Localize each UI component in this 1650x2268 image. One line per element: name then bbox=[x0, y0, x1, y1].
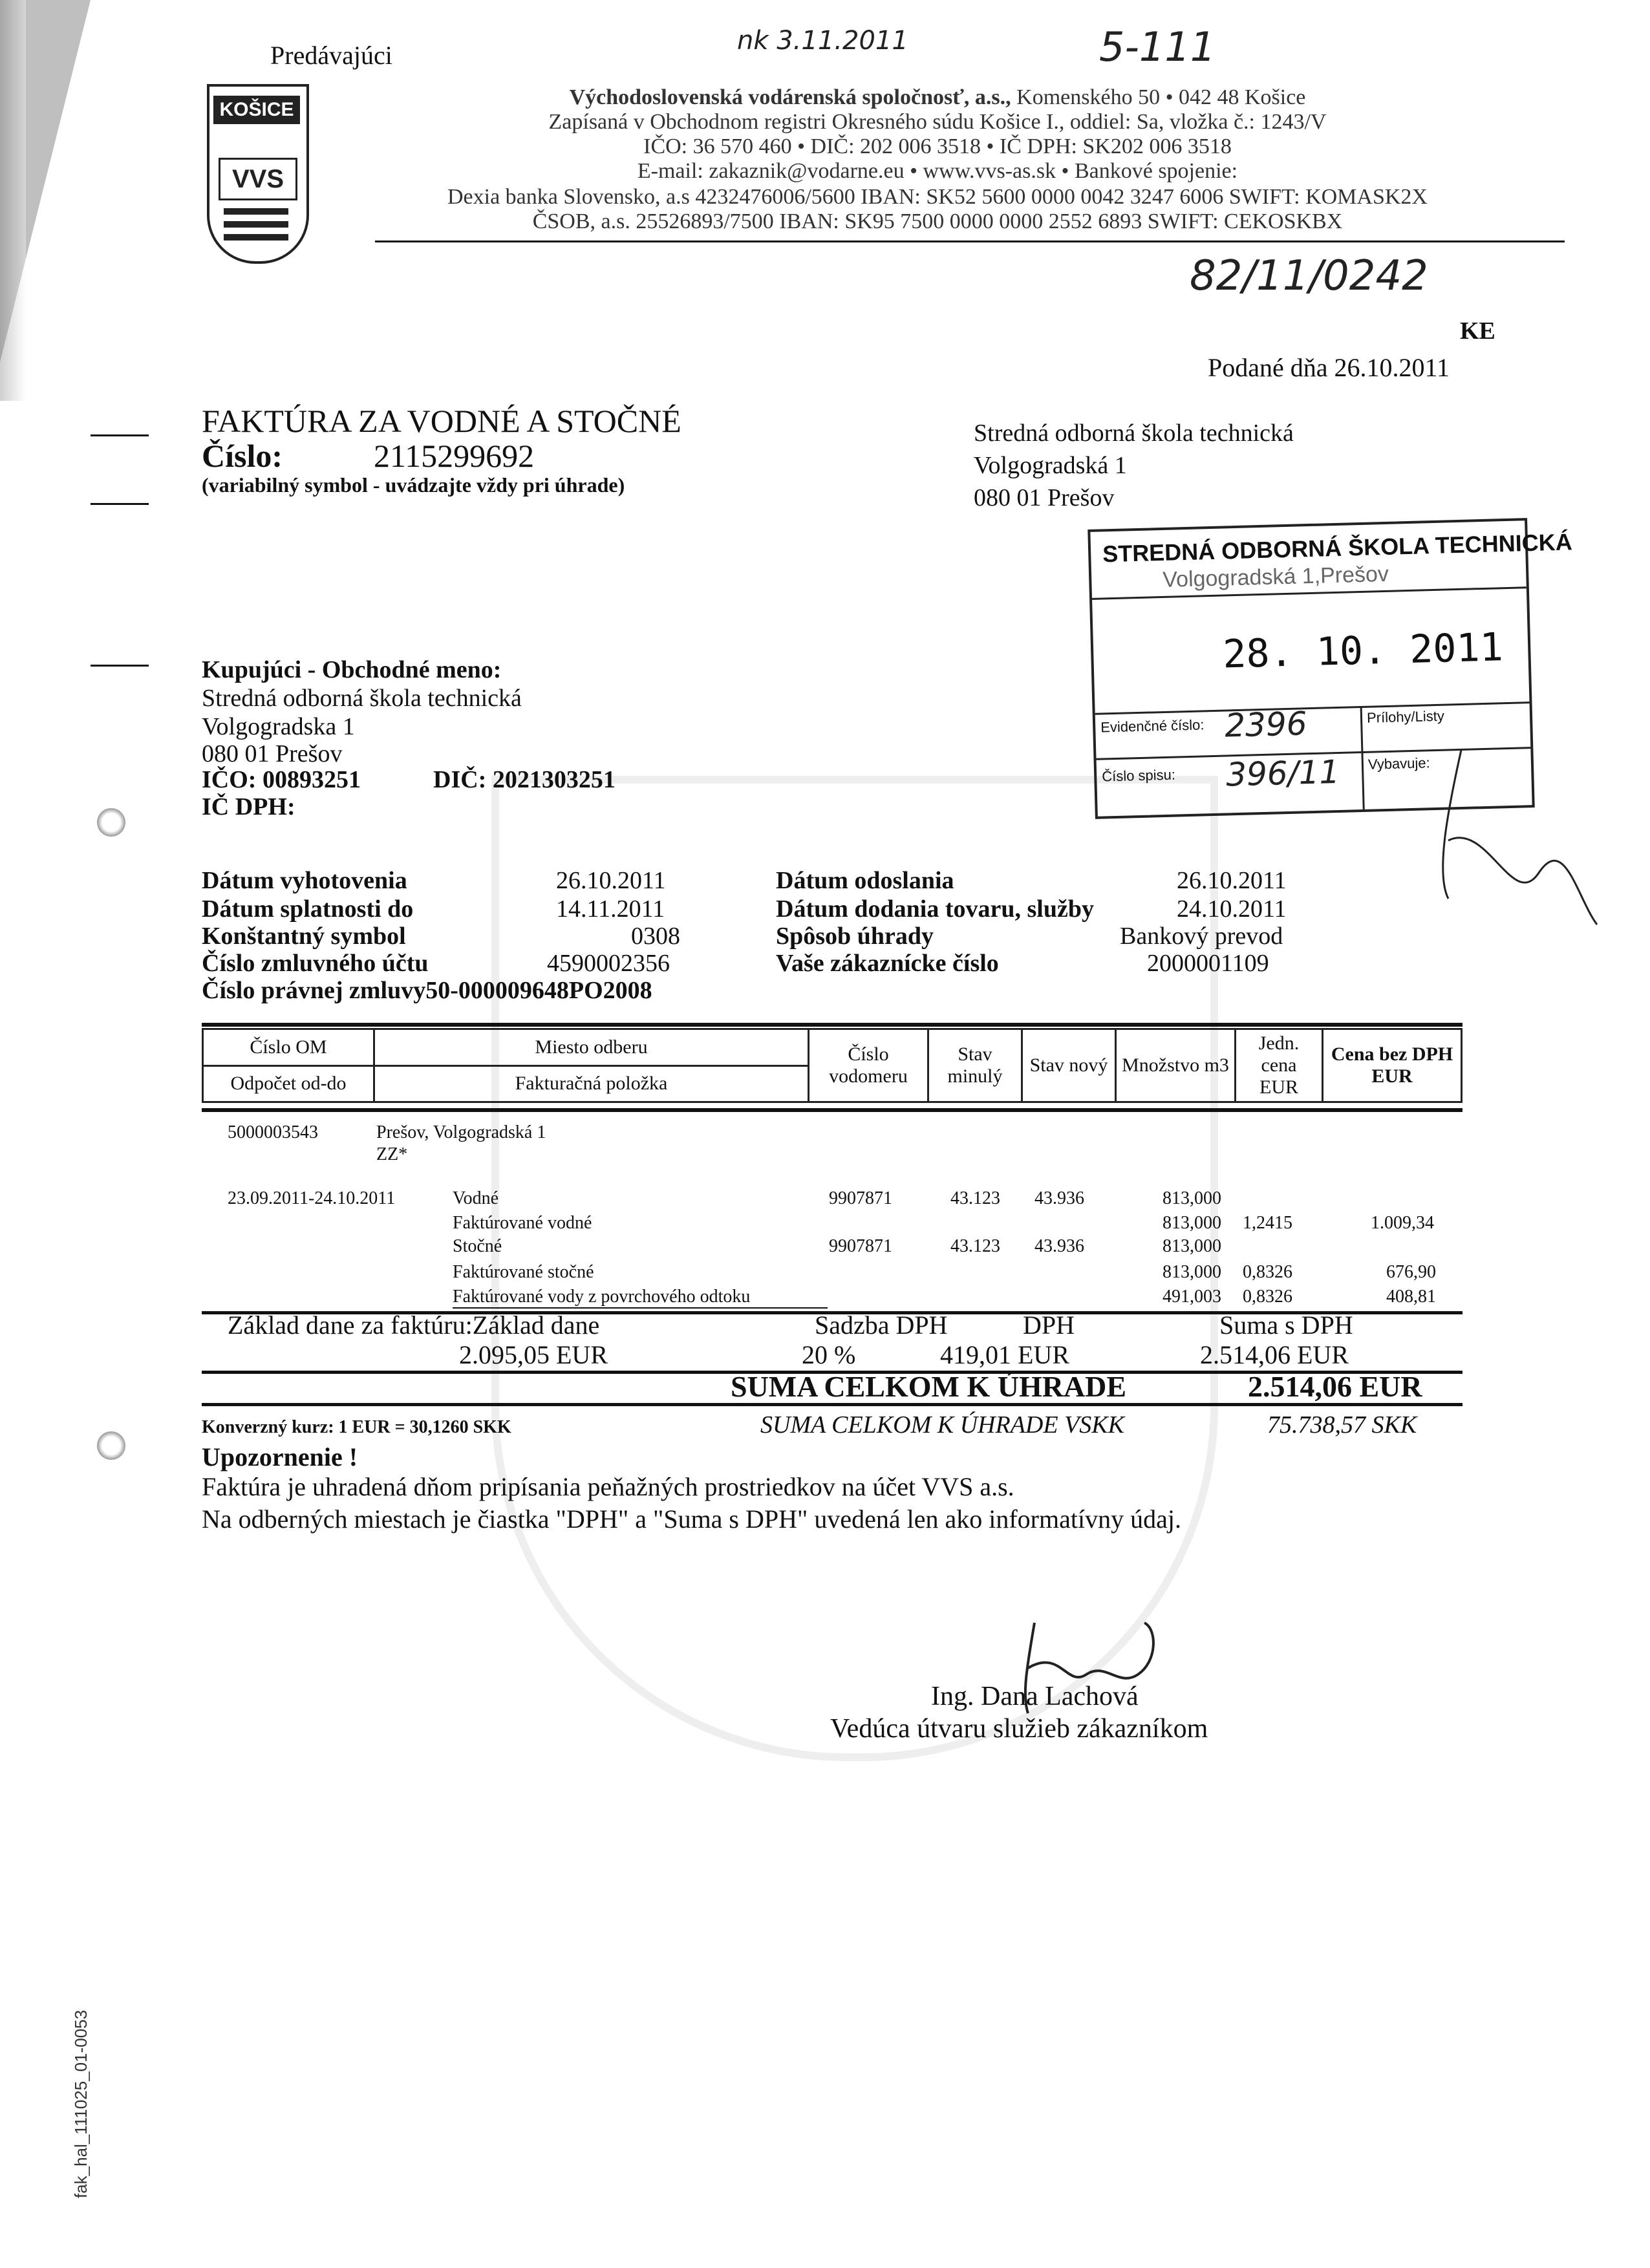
region-code: KE bbox=[1460, 317, 1495, 345]
sum-with-vat-label: Suma s DPH bbox=[1219, 1311, 1353, 1340]
item-meter: 9907871 bbox=[829, 1188, 892, 1208]
item-total: 676,90 bbox=[1386, 1262, 1436, 1282]
header-period: Odpočet od-do bbox=[203, 1065, 374, 1102]
table-header-rule bbox=[202, 1108, 1462, 1112]
seller-label: Predávajúci bbox=[270, 41, 392, 70]
handwritten-note-number: 5-111 bbox=[1099, 23, 1216, 70]
tax-base-label: Základ dane za faktúru:Základ dane bbox=[228, 1311, 600, 1340]
stamp-handler-label: Vybavuje: bbox=[1367, 754, 1431, 773]
header-new-state: Stav nový bbox=[1022, 1029, 1116, 1102]
vat-rate-label: Sadzba DPH bbox=[815, 1311, 948, 1340]
item-total: 408,81 bbox=[1386, 1287, 1436, 1307]
stamp-school-name: STREDNÁ ODBORNÁ ŠKOLA TECHNICKÁ bbox=[1102, 528, 1573, 568]
account-number-value: 4590002356 bbox=[547, 950, 670, 977]
header-item: Fakturačná položka bbox=[374, 1065, 809, 1102]
item-name: Faktúrované vodné bbox=[453, 1213, 592, 1233]
payment-method-label: Spôsob úhrady bbox=[776, 923, 934, 950]
item-new: 43.936 bbox=[1034, 1188, 1084, 1208]
customer-number-label: Vaše zákaznícke číslo bbox=[776, 950, 999, 977]
buyer-dic: DIČ: 2021303251 bbox=[433, 766, 616, 793]
seller-name-line bbox=[388, 85, 1487, 110]
header-unit-price: Jedn. cena EUR bbox=[1236, 1029, 1323, 1102]
date-sent-value: 26.10.2011 bbox=[1177, 867, 1287, 894]
punch-hole bbox=[97, 1431, 125, 1460]
sum-with-vat-value: 2.514,06 EUR bbox=[1200, 1340, 1349, 1369]
header-place: Miesto odberu bbox=[374, 1029, 809, 1066]
date-issue-value: 26.10.2011 bbox=[556, 867, 666, 894]
customer-number-value: 2000001109 bbox=[1147, 950, 1269, 977]
stamp-divider bbox=[1095, 701, 1530, 715]
om-number: 5000003543 bbox=[228, 1122, 318, 1142]
recipient-name: Stredná odborná škola technická bbox=[974, 420, 1294, 447]
item-prev: 43.123 bbox=[950, 1188, 1000, 1208]
item-unit-price: 1,2415 bbox=[1243, 1213, 1292, 1233]
stamp-evid-value: 2396 bbox=[1224, 705, 1308, 745]
item-total: 1.009,34 bbox=[1371, 1213, 1434, 1233]
item-name: Faktúrované stočné bbox=[453, 1262, 594, 1282]
stamp-divider bbox=[1360, 706, 1365, 809]
buyer-heading: Kupujúci - Obchodné meno: bbox=[202, 656, 502, 683]
constant-symbol-label: Konštantný symbol bbox=[202, 923, 406, 950]
handwritten-note-date: nk 3.11.2011 bbox=[737, 26, 908, 56]
item-underline bbox=[453, 1307, 828, 1309]
seller-bank-csob: ČSOB, a.s. 25526893/7500 IBAN: SK95 7500 0000 0000 2552 6893 SWIFT: CEKOSKBX bbox=[532, 209, 1343, 233]
stamp-address: Volgogradská 1,Prešov bbox=[1162, 561, 1389, 592]
fold-mark bbox=[91, 665, 149, 667]
notice-line-2: Na odberných miestach je čiastka "DPH" a "Suma s DPH" uvedená len ako informatívny údaj. bbox=[202, 1504, 1181, 1534]
signatory-role: Vedúca útvaru služieb zákazníkom bbox=[830, 1714, 1208, 1744]
logo-kosice-text: KOŠICE bbox=[213, 96, 300, 124]
stamp-file-label: Číslo spisu: bbox=[1101, 766, 1176, 785]
buyer-name: Stredná odborná škola technická bbox=[202, 685, 522, 712]
date-delivery-value: 24.10.2011 bbox=[1177, 895, 1287, 923]
item-name: Vodné bbox=[453, 1188, 499, 1208]
recipient-city: 080 01 Prešov bbox=[974, 484, 1115, 511]
handwritten-registration-number: 82/11/0242 bbox=[1190, 252, 1428, 300]
om-place: Prešov, Volgogradská 1 bbox=[376, 1122, 546, 1142]
date-delivery-label: Dátum dodania tovaru, služby bbox=[776, 895, 1094, 923]
stamp-attachments-label: Prílohy/Listy bbox=[1366, 707, 1445, 726]
header-meter: Číslo vodomeru bbox=[809, 1029, 928, 1102]
item-unit-price: 0,8326 bbox=[1243, 1262, 1292, 1282]
item-new: 43.936 bbox=[1034, 1236, 1084, 1256]
seller-name: Východoslovenská vodárenská spoločnosť, a.s., bbox=[569, 85, 1011, 109]
total-due-label: SUMA CELKOM K ÚHRADE bbox=[731, 1370, 1127, 1403]
table-top-rule bbox=[202, 1023, 1462, 1027]
stamp-evid-label: Evidenčné číslo: bbox=[1100, 716, 1205, 736]
header-quantity: Množstvo m3 bbox=[1116, 1029, 1236, 1102]
contract-number: Číslo právnej zmluvy50-000009648PO2008 bbox=[202, 977, 652, 1004]
item-name: Faktúrované vody z povrchového odtoku bbox=[453, 1287, 751, 1307]
seller-registry: Zapísaná v Obchodnom registri Okresného súdu Košice I., oddiel: Sa, vložka č.: 1243/V bbox=[548, 110, 1327, 134]
vat-rate-value: 20 % bbox=[802, 1340, 856, 1369]
handwritten-initials bbox=[1409, 744, 1603, 937]
header-divider bbox=[375, 241, 1565, 242]
tax-base-value: 2.095,05 EUR bbox=[459, 1340, 608, 1369]
logo-stripe bbox=[224, 221, 288, 228]
logo-vvs-text: VVS bbox=[219, 158, 297, 200]
fold-mark bbox=[91, 503, 149, 505]
items-header-table bbox=[202, 1028, 1462, 1103]
invoice-number: 2115299692 bbox=[374, 438, 535, 474]
invoice-number-label: Číslo: bbox=[202, 438, 283, 474]
item-unit-price: 0,8326 bbox=[1243, 1287, 1292, 1307]
punch-hole bbox=[97, 808, 125, 837]
logo-stripe bbox=[224, 234, 288, 241]
vat-label: DPH bbox=[1023, 1311, 1075, 1340]
seller-ids: IČO: 36 570 460 • DIČ: 202 006 3518 • IČ DPH: SK202 006 3518 bbox=[643, 134, 1232, 158]
date-due-label: Dátum splatnosti do bbox=[202, 895, 414, 923]
date-sent-label: Dátum odoslania bbox=[776, 867, 954, 894]
variable-symbol-note: (variabilný symbol - uvádzajte vždy pri úhrade) bbox=[202, 473, 625, 497]
total-skk-value: 75.738,57 SKK bbox=[1267, 1411, 1417, 1439]
om-zz: ZZ* bbox=[376, 1144, 408, 1164]
header-om: Číslo OM bbox=[203, 1029, 374, 1066]
payment-method-value: Bankový prevod bbox=[1120, 923, 1283, 950]
recipient-street: Volgogradská 1 bbox=[974, 452, 1127, 479]
item-prev: 43.123 bbox=[950, 1236, 1000, 1256]
buyer-vat-id: IČ DPH: bbox=[202, 793, 295, 820]
notice-line-1: Faktúra je uhradená dňom pripísania peňažných prostriedkov na účet VVS a.s. bbox=[202, 1472, 1014, 1501]
constant-symbol-value: 0308 bbox=[631, 923, 680, 950]
header-price-no-vat: Cena bez DPH EUR bbox=[1323, 1029, 1462, 1102]
seller-bank-dexia: Dexia banka Slovensko, a.s 4232476006/5600 IBAN: SK52 5600 0000 0042 3247 6006 SWIFT: KOMASK2X bbox=[447, 185, 1428, 209]
page-edge-shadow bbox=[0, 0, 26, 401]
item-meter: 9907871 bbox=[829, 1236, 892, 1256]
vat-value: 419,01 EUR bbox=[940, 1340, 1069, 1369]
item-qty: 813,000 bbox=[1162, 1262, 1221, 1282]
stamp-file-value: 396/11 bbox=[1225, 753, 1340, 794]
buyer-ico: IČO: 00893251 bbox=[202, 766, 361, 793]
header-prev-state: Stav minulý bbox=[928, 1029, 1022, 1102]
buyer-city: 080 01 Prešov bbox=[202, 740, 343, 767]
conversion-rate: Konverzný kurz: 1 EUR = 30,1260 SKK bbox=[202, 1417, 511, 1437]
buyer-street: Volgogradska 1 bbox=[202, 713, 355, 740]
document-code: fak_hal_111025_01-0053 bbox=[71, 2009, 91, 2198]
submitted-date: Podané dňa 26.10.2011 bbox=[1208, 353, 1450, 382]
seller-contact: E-mail: zakaznik@vodarne.eu • www.vvs-as.sk • Bankové spojenie: bbox=[637, 159, 1238, 183]
date-due-value: 14.11.2011 bbox=[556, 895, 665, 923]
stamp-date: 28. 10. 2011 bbox=[1222, 625, 1504, 678]
seller-address: Komenského 50 • 042 48 Košice bbox=[1011, 85, 1306, 109]
vvs-kosice-logo bbox=[207, 84, 309, 264]
fold-mark bbox=[91, 434, 149, 436]
date-issue-label: Dátum vyhotovenia bbox=[202, 867, 407, 894]
item-qty: 813,000 bbox=[1162, 1188, 1221, 1208]
signatory-name: Ing. Dana Lachová bbox=[931, 1682, 1139, 1711]
total-due-value: 2.514,06 EUR bbox=[1248, 1370, 1422, 1403]
account-number-label: Číslo zmluvného účtu bbox=[202, 950, 429, 977]
notice-heading: Upozornenie ! bbox=[202, 1442, 358, 1471]
item-qty: 491,003 bbox=[1162, 1287, 1221, 1307]
item-qty: 813,000 bbox=[1162, 1213, 1221, 1233]
invoice-title: FAKTÚRA ZA VODNÉ A STOČNÉ bbox=[202, 403, 681, 439]
om-period: 23.09.2011-24.10.2011 bbox=[228, 1188, 396, 1208]
item-qty: 813,000 bbox=[1162, 1236, 1221, 1256]
item-name: Stočné bbox=[453, 1236, 502, 1256]
total-skk-label: SUMA CELKOM K ÚHRADE VSKK bbox=[760, 1411, 1124, 1439]
summary-bottom-rule bbox=[202, 1403, 1462, 1406]
logo-stripe bbox=[224, 208, 288, 215]
